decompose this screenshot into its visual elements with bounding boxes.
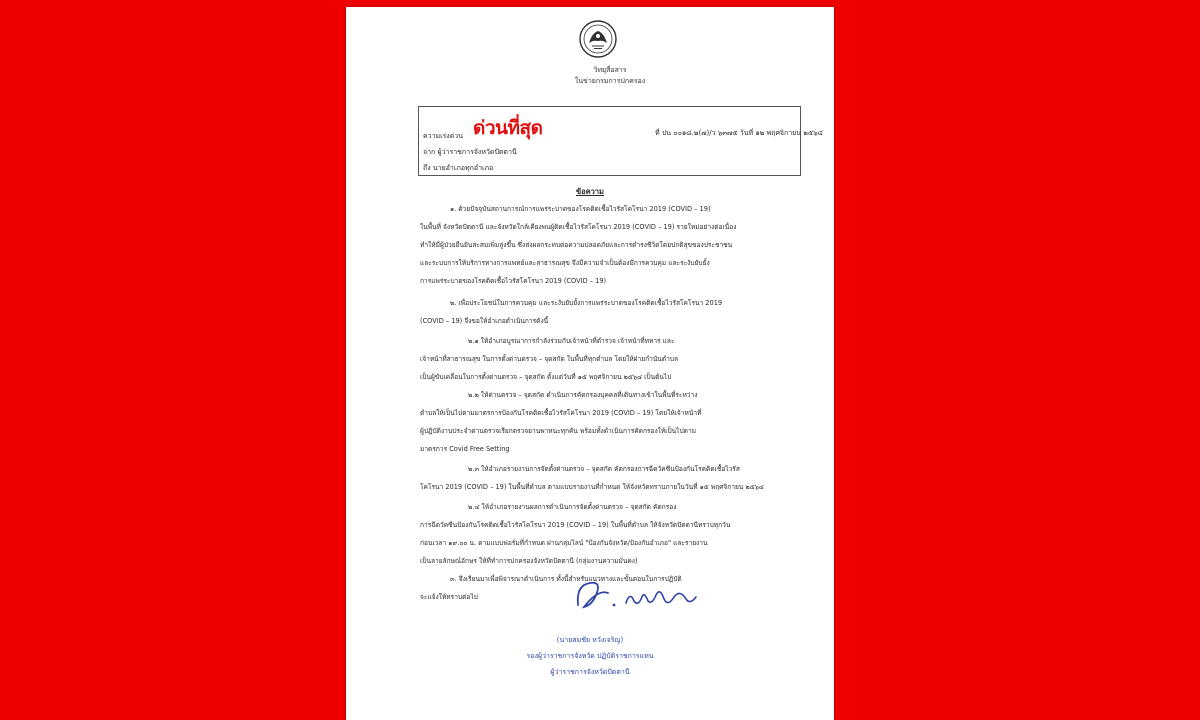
body-line: มาตรการ Covid Free Setting bbox=[420, 445, 510, 453]
body-line: และระบบการให้บริการทางการแพทย์และสาธารณสุข จึงมีความจำเป็นต้องมีการควบคุม และระงับยับยั้ง bbox=[420, 259, 710, 267]
handwritten-signature bbox=[568, 575, 708, 617]
body-line: ๒. เพื่อประโยชน์ในการควบคุม และระงับยับยั้งการแพร่ระบาดของโรคติดเชื้อไวรัสโคโรนา 2019 bbox=[450, 299, 723, 307]
body-line: ๒.๒ ให้ด่านตรวจ – จุดสกัด ดำเนินการคัดกรองบุคคลที่เดินทางเข้าในพื้นที่ระหว่าง bbox=[468, 391, 698, 399]
body-line: ๒.๑ ให้อำเภอบูรณาการกำลังร่วมกับเจ้าหน้าที่ตำรวจ เจ้าหน้าที่ทหาร และ bbox=[468, 337, 675, 345]
government-seal-icon bbox=[578, 19, 618, 59]
urgency-label: ความเร่งด่วน bbox=[423, 132, 463, 140]
document-page bbox=[346, 7, 834, 720]
body-line: ๓. จึงเรียนมาเพื่อพิจารณาดำเนินการ ทั้งนี้สำหรับแนวทางและขั้นตอนในการปฏิบัติ bbox=[450, 575, 682, 583]
signer-name: (นายสมชัย หวังเจริญ) bbox=[556, 636, 624, 644]
body-line: จะแจ้งให้ทราบต่อไป bbox=[420, 593, 478, 601]
body-line: ทำให้มีผู้ป่วยยืนยันสะสมเพิ่มสูงขึ้น ซึ่งส่งผลกระทบต่อความปลอดภัยและการดำรงชีวิตโดยปกติสุขของประชาชน bbox=[420, 241, 733, 249]
body-line: เป็นผู้ขับเคลื่อนในการตั้งด่านตรวจ – จุดสกัด ตั้งแต่วันที่ ๑๕ พฤศจิกายน ๒๕๖๔ เป็นต้นไป bbox=[420, 373, 672, 381]
body-line: เจ้าหน้าที่สาธารณสุข ในการตั้งด่านตรวจ – จุดสกัด ในพื้นที่ทุกตำบล โดยให้ฝ่ายกำนันตำบล bbox=[420, 355, 679, 363]
memo-from: จาก ผู้ว่าราชการจังหวัดปัตตานี bbox=[423, 148, 517, 156]
document-number: ที่ ปน ๐๐๑๘.๒(๗)/ว ๖๓๗๕ วันที่ ๑๒ พฤศจิกายน ๒๕๖๔ bbox=[655, 129, 823, 137]
header-line-2: ในข่ายกรมการปกครอง bbox=[574, 77, 646, 85]
memo-to: ถึง นายอำเภอทุกอำเภอ bbox=[423, 164, 494, 172]
header-line-1: วิทยุสื่อสาร bbox=[593, 66, 627, 74]
signer-title-1: รองผู้ว่าราชการจังหวัด ปฏิบัติราชการแทน bbox=[526, 652, 654, 660]
section-title: ข้อความ bbox=[575, 187, 604, 196]
body-line: ก่อนเวลา ๑๙.๐๐ น. ตามแบบฟอร์มที่กำหนด ผ่านกลุ่มไลน์ "ป้องกันจังหวัด/ป้องกันอำเภอ" และรายงาน bbox=[420, 539, 708, 547]
body-line: การแพร่ระบาดของโรคติดเชื้อไวรัสโคโรนา 2019 (COVID – 19) bbox=[420, 277, 607, 285]
signer-title-2: ผู้ว่าราชการจังหวัดปัตตานี bbox=[550, 668, 630, 676]
body-line: (COVID – 19) จึงขอให้อำเภอดำเนินการดังนี้ bbox=[420, 317, 549, 325]
body-line: ตำบลให้เป็นไปตามมาตรการป้องกันโรคติดเชื้อไวรัสโคโรนา 2019 (COVID – 19) โดยให้เจ้าหน้าที่ bbox=[420, 409, 702, 417]
memo-header-box bbox=[418, 106, 823, 176]
body-line: ในพื้นที่ จังหวัดปัตตานี และจังหวัดใกล้เคียงพบผู้ติดเชื้อไวรัสโคโรนา 2019 (COVID – 19) รายใหม่อย่างต่อเนื่อง bbox=[420, 223, 737, 231]
body-line: โคโรนา 2019 (COVID – 19) ในพื้นที่ตำบล ตามแบบรายงานที่กำหนด ให้จังหวัดทราบภายในวันที่ ๑๕ พฤศจิกายน ๒๕๖๔ bbox=[420, 483, 764, 491]
urgency-stamp: ด่วนที่สุด bbox=[473, 117, 543, 139]
body-line: ๒.๓ ให้อำเภอรายงานการจัดตั้งด่านตรวจ – จุดสกัด คัดกรองการฉีดวัคซีนป้องกันโรคติดเชื้อไวรัส bbox=[468, 465, 740, 473]
body-line: เป็นลายลักษณ์อักษร ให้ที่ทำการปกครองจังหวัดปัตตานี (กลุ่มงานความมั่นคง) bbox=[420, 557, 638, 565]
body-line: ๒.๔ ให้อำเภอรายงานผลการดำเนินการจัดตั้งด่านตรวจ – จุดสกัด คัดกรอง bbox=[468, 503, 677, 511]
body-line: การฉีดวัคซีนป้องกันโรคติดเชื้อไวรัสโคโรนา 2019 (COVID – 19) ในพื้นที่ตำบล ให้จังหวัดปัตตานีทราบทุกวัน bbox=[420, 521, 731, 529]
body-line: ผู้ปฏิบัติงานประจำด่านตรวจเรียกตรวจยานพาหนะทุกคัน พร้อมทั้งดำเนินการคัดกรองให้เป็นไปตาม bbox=[420, 427, 697, 435]
body-line: ๑. ด้วยปัจจุบันสถานการณ์การแพร่ระบาดของโรคติดเชื้อไวรัสโคโรนา 2019 (COVID – 19) bbox=[450, 205, 711, 213]
